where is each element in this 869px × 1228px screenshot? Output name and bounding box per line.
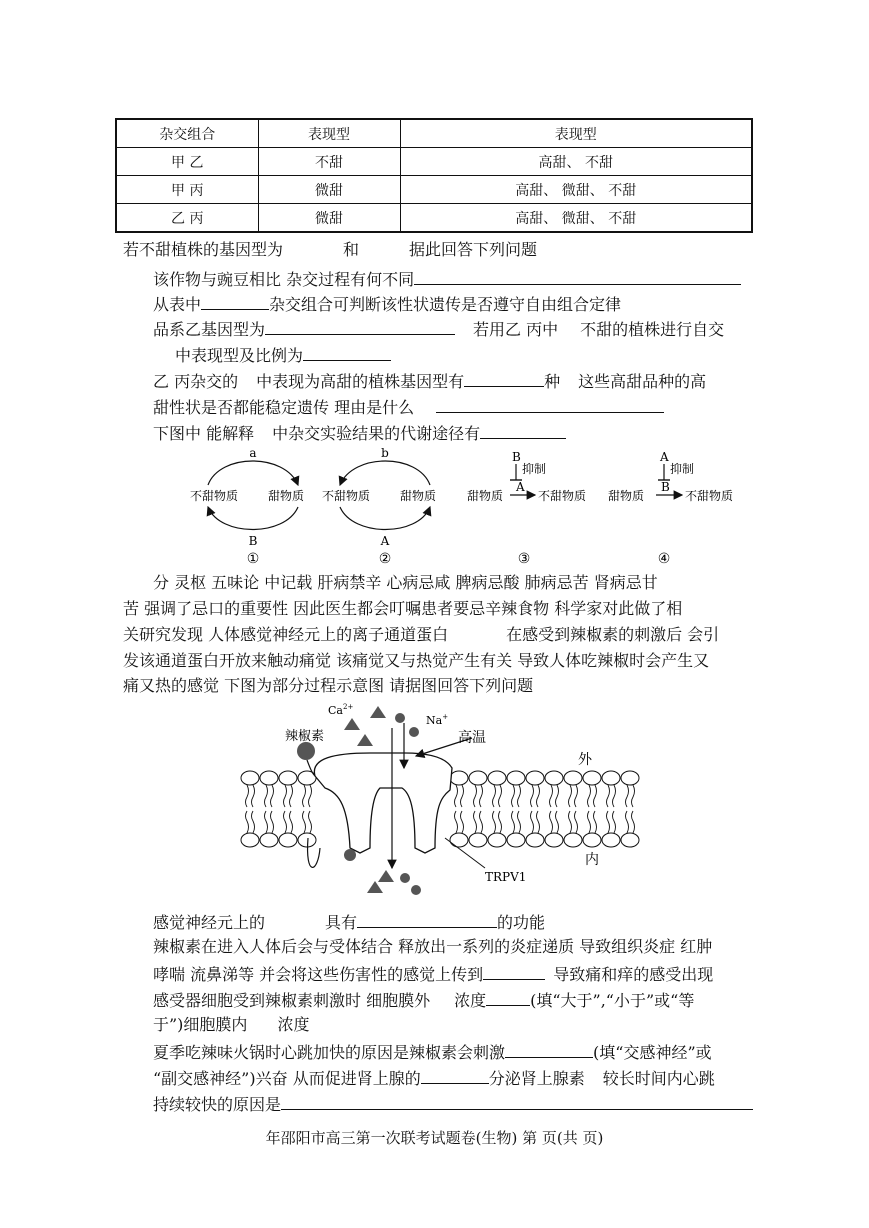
q1-part7: 下图中 能解释 中杂交实验结果的代谢途径有: [153, 422, 566, 444]
substance-label: 不甜物质: [538, 489, 587, 503]
enzyme-label: A: [380, 534, 390, 548]
q2-sub1: 感觉神经元上的 具有 的功能: [153, 913, 546, 932]
answer-blank[interactable]: [303, 344, 391, 361]
enzyme-label: B: [248, 534, 258, 548]
table-cell: 甲 丙: [116, 176, 258, 204]
trpv1-figure: [240, 698, 660, 898]
answer-blank[interactable]: [357, 911, 497, 928]
outside-label: 外: [578, 752, 592, 768]
answer-blank[interactable]: [436, 396, 664, 413]
q2-para-line: 痛又热的感觉 下图为部分过程示意图 请据图回答下列问题: [123, 676, 534, 695]
page-footer: 年邵阳市高三第一次联考试题卷(生物) 第 页(共 页): [265, 1129, 604, 1147]
answer-blank[interactable]: [486, 989, 530, 1006]
inside-label: 内: [585, 852, 599, 868]
diagram-number: ③: [517, 551, 531, 567]
enzyme-label: B: [661, 480, 670, 494]
q2-para-line: 苦 强调了忌口的重要性 因此医生都会叮嘱患者要忌辛辣食物 科学家对此做了相: [123, 599, 683, 618]
answer-blank[interactable]: [464, 370, 544, 387]
q2-para-line: 分 灵枢 五味论 中记载 肝病禁辛 心病忌咸 脾病忌酸 肺病忌苦 肾病忌甘: [153, 573, 658, 592]
table-row: [116, 204, 752, 233]
sodium-label: Na+: [426, 713, 449, 727]
q1-part6: 甜性状是否都能稳定遗传 理由是什么: [153, 396, 664, 418]
substance-label: 不甜物质: [322, 489, 371, 503]
q1-part1: 该作物与豌豆相比 杂交过程有何不同: [153, 268, 741, 290]
table-cell: 微甜: [258, 176, 400, 204]
substance-label: 甜物质: [467, 489, 504, 503]
substance-label: 甜物质: [608, 489, 645, 503]
q1-part3: 品系乙基因型为 若用乙 丙中 不甜的植株进行自交: [153, 320, 725, 339]
trpv1-channel: [314, 753, 452, 853]
capsaicin-molecule: [297, 742, 315, 760]
enzyme-label: A: [660, 450, 669, 464]
answer-blank[interactable]: [421, 1067, 489, 1084]
diagram-number: ②: [378, 551, 392, 567]
cross-table: [115, 118, 753, 233]
answer-blank[interactable]: [414, 268, 741, 285]
diagram-number: ①: [246, 551, 260, 567]
table-cell: 乙 丙: [116, 204, 258, 233]
pathway-4: [608, 450, 733, 567]
q2-sub2: 辣椒素在进入人体后会与受体结合 释放出一系列的炎症递质 导致组织炎症 红肿: [153, 937, 713, 956]
q1-part4: 中表现型及比例为: [175, 344, 391, 366]
table-header: 杂交组合: [116, 119, 258, 148]
substance-label: 不甜物质: [190, 489, 239, 503]
enzyme-label: B: [512, 450, 521, 464]
heat-label: 高温: [458, 730, 486, 746]
answer-blank[interactable]: [483, 963, 545, 980]
q2-para-line: 发该通道蛋白开放来触动痛觉 该痛觉又与热觉产生有关 导致人体吃辣椒时会产生又: [123, 651, 710, 670]
q2-sub4: 夏季吃辣味火锅时心跳加快的原因是辣椒素会刺激 (填“交感神经”或: [153, 1043, 712, 1062]
diagram-number: ④: [657, 551, 671, 567]
inhibit-label: 抑制: [670, 462, 695, 476]
calcium-label: $Ca^{2+}$: [328, 703, 354, 717]
answer-blank[interactable]: [201, 293, 269, 310]
table-header: 表现型: [258, 119, 400, 148]
table-cell: 高甜、 微甜、 不甜: [400, 176, 752, 204]
trpv1-label: TRPV1: [485, 870, 527, 884]
enzyme-label: A: [516, 480, 525, 494]
enzyme-label: b: [381, 446, 389, 460]
table-cell: 甲 乙: [116, 148, 258, 176]
answer-blank[interactable]: [480, 422, 566, 439]
table-cell: 高甜、 不甜: [400, 148, 752, 176]
q2-para-line: 关研究发现 人体感觉神经元上的离子通道蛋白 在感受到辣椒素的刺激后 会引: [123, 625, 720, 644]
table-header-row: [116, 119, 752, 148]
q1-part2: 从表中 杂交组合可判断该性状遗传是否遵守自由组合定律: [153, 295, 622, 314]
q2-sub2-cont: 哮喘 流鼻涕等 并会将这些伤害性的感觉上传到 导致痛和痒的感受出现: [153, 965, 714, 984]
pathway-2: [322, 446, 436, 567]
q2-sub3-cont: 于”)细胞膜内 浓度: [153, 1015, 310, 1034]
answer-blank[interactable]: [281, 1093, 753, 1110]
q2-sub3: 感受器细胞受到辣椒素刺激时 细胞膜外 浓度 (填“大于”,“小于”或“等: [153, 991, 695, 1010]
table-cell: 微甜: [258, 204, 400, 233]
answer-blank[interactable]: [505, 1041, 593, 1058]
q1-intro: 若不甜植株的基因型为 和 据此回答下列问题: [123, 240, 538, 259]
pathway-1: [190, 446, 304, 567]
table-row: [116, 148, 752, 176]
substance-label: 甜物质: [400, 489, 437, 503]
q2-sub4-cont: “副交感神经”)兴奋 从而促进肾上腺的 分泌肾上腺素 较长时间内心跳: [153, 1069, 715, 1088]
q2-sub5: 持续较快的原因是: [153, 1093, 753, 1115]
table-row: [116, 176, 752, 204]
substance-label: 不甜物质: [685, 489, 734, 503]
pathway-diagrams: [180, 445, 780, 570]
capsaicin-label: 辣椒素: [285, 729, 325, 744]
inhibit-label: 抑制: [522, 462, 547, 476]
enzyme-label: a: [249, 446, 257, 460]
pathway-3: [467, 450, 586, 567]
substance-label: 甜物质: [268, 489, 305, 503]
table-cell: 不甜: [258, 148, 400, 176]
q1-part5: 乙 丙杂交的 中表现为高甜的植株基因型有 种 这些高甜品种的高: [153, 372, 707, 391]
table-header: 表现型: [400, 119, 752, 148]
table-cell: 高甜、 微甜、 不甜: [400, 204, 752, 233]
answer-blank[interactable]: [265, 318, 455, 335]
